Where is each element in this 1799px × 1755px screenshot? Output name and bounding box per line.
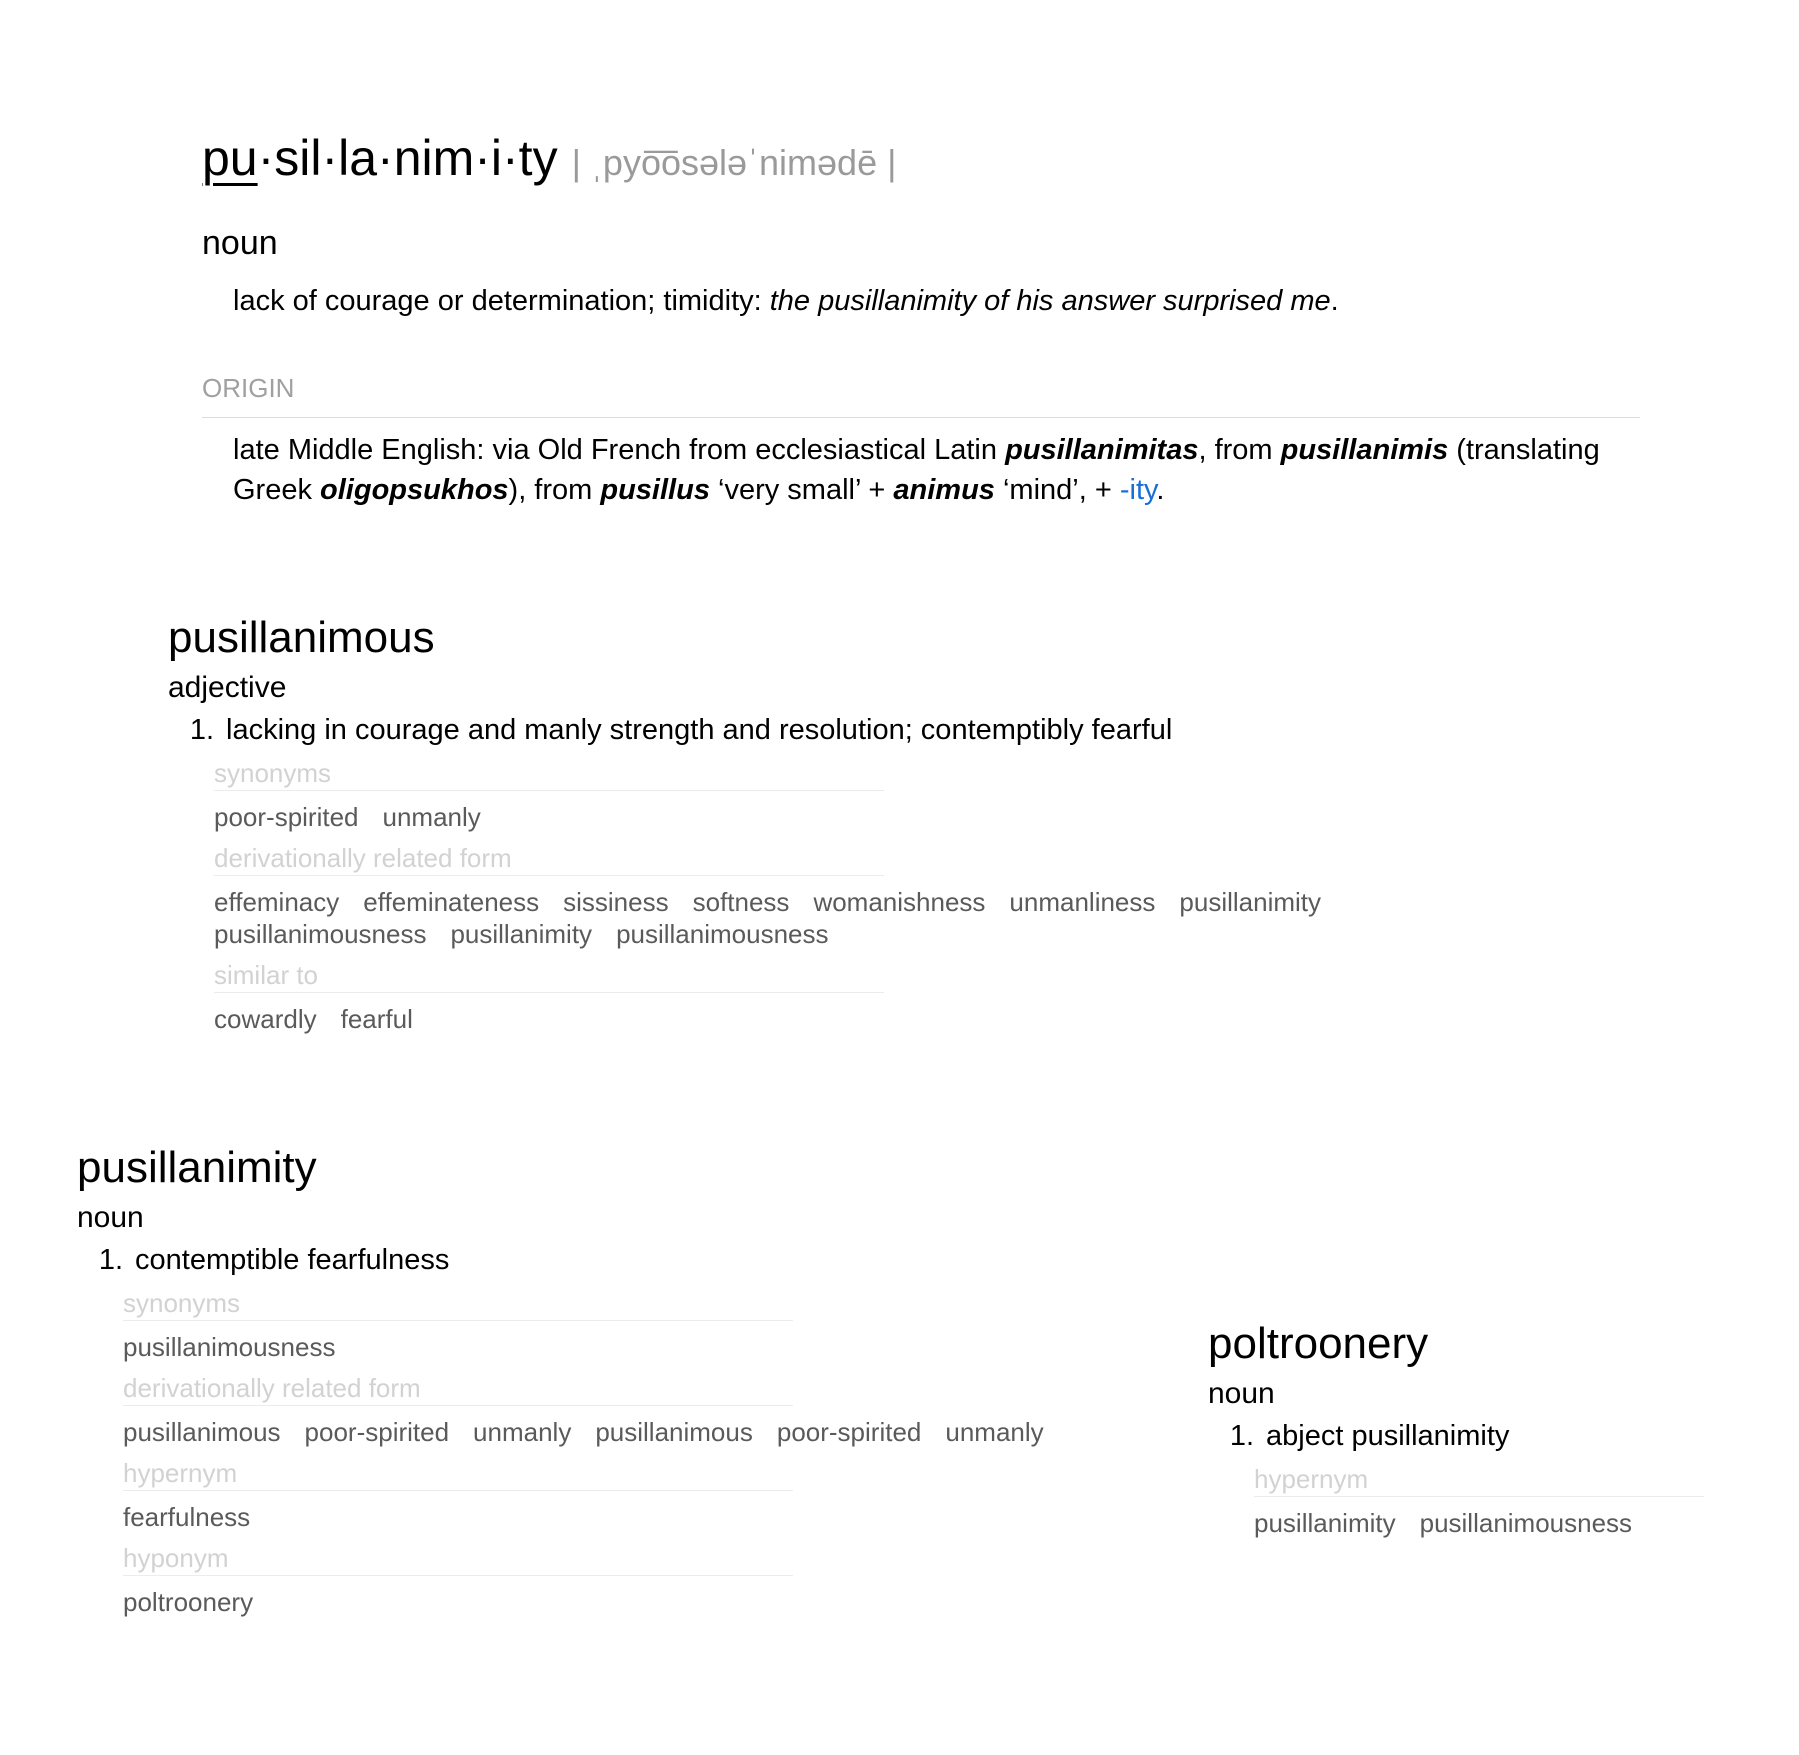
related-word-link[interactable]: womanishness — [813, 887, 986, 917]
related-word-link[interactable]: poltroonery — [123, 1587, 254, 1617]
origin-segment: . — [1156, 474, 1165, 506]
related-word-link[interactable]: effeminacy — [214, 887, 340, 917]
wordnet-part-of-speech: noun — [1208, 1377, 1275, 1410]
related-word-link[interactable]: poor-spirited — [304, 1417, 450, 1447]
pronunciation: | ˌpyo͞osələˈnimədē | — [571, 142, 897, 183]
sense-number: 1. — [189, 714, 214, 746]
relation-words — [214, 886, 1588, 950]
related-word-link[interactable]: pusillanimity — [450, 919, 593, 949]
sense-number: 1. — [98, 1244, 123, 1276]
headword — [202, 130, 558, 186]
definition — [233, 281, 1642, 321]
related-word-link[interactable]: poor-spirited — [776, 1417, 922, 1447]
related-word-link[interactable]: pusillanimous — [123, 1417, 281, 1447]
origin-label: ORIGIN — [202, 371, 1640, 418]
related-word-link[interactable]: pusillanimousness — [214, 919, 427, 949]
origin-segment: ‘very small’ + — [709, 474, 894, 506]
related-word-link[interactable]: pusillanimity — [1254, 1508, 1396, 1538]
related-word-link[interactable]: pusillanimous — [595, 1417, 753, 1447]
relation-label: hyponym — [123, 1543, 793, 1576]
relation-list — [214, 758, 1588, 1035]
relation-label: hypernym — [123, 1458, 793, 1491]
relation-label: derivationally related form — [214, 843, 884, 876]
origin-greek-term: oligopsukhos — [320, 474, 509, 506]
origin-latin-term: pusillus — [600, 474, 710, 506]
origin-latin-term: pusillanimis — [1280, 434, 1449, 466]
origin-segment: late Middle English: via Old French from ecclesiastical Latin — [233, 434, 1006, 466]
relation-label: synonyms — [123, 1288, 793, 1321]
origin-text — [233, 430, 1633, 510]
relation-words — [123, 1416, 1177, 1448]
part-of-speech: noun — [202, 224, 278, 262]
related-word-link[interactable]: poor-spirited — [214, 802, 359, 832]
relation-words — [1254, 1507, 1768, 1539]
related-word-link[interactable]: sissiness — [563, 887, 669, 917]
wordnet-part-of-speech: noun — [77, 1201, 144, 1234]
headword-line — [202, 128, 1642, 201]
wordnet-part-of-speech: adjective — [168, 671, 287, 704]
oxford-entry — [202, 128, 1642, 510]
relation-list — [1254, 1464, 1768, 1539]
related-word-link[interactable]: pusillanimousness — [616, 919, 829, 949]
wordnet-entry-pusillanimity — [77, 1142, 1177, 1628]
example-sentence: the pusillanimity of his answer surprised me — [769, 285, 1331, 317]
relation-label: similar to — [214, 960, 884, 993]
related-word-link[interactable]: unmanly — [473, 1417, 572, 1447]
related-word-link[interactable]: pusillanimousness — [123, 1332, 336, 1362]
relation-label: hypernym — [1254, 1464, 1704, 1497]
origin-segment: (translating Greek — [233, 434, 1600, 506]
headword-syllables: ·sil·la·nim·i·ty — [257, 130, 558, 186]
relation-label: derivationally related form — [123, 1373, 793, 1406]
relation-label: synonyms — [214, 758, 884, 791]
sense-number: 1. — [1229, 1420, 1254, 1452]
related-word-link[interactable]: pusillanimity — [1179, 887, 1322, 917]
example-end: . — [1330, 285, 1339, 317]
relation-words — [214, 1003, 1588, 1035]
definition-text: lack of courage or determination; timidity: — [233, 285, 762, 317]
wordnet-sense — [168, 712, 1588, 748]
related-word-link[interactable]: fearful — [340, 1004, 413, 1034]
relation-words — [123, 1331, 1177, 1363]
origin-cross-reference-link[interactable]: -ity — [1119, 474, 1157, 506]
wordnet-sense — [77, 1242, 1177, 1278]
wordnet-headword: pusillanimity — [77, 1143, 317, 1192]
relation-words — [214, 801, 1588, 833]
wordnet-entry-poltroonery — [1208, 1318, 1768, 1549]
relation-list — [123, 1288, 1177, 1618]
origin-latin-term: pusillanimitas — [1005, 434, 1199, 466]
wordnet-headword: poltroonery — [1208, 1319, 1429, 1368]
origin-latin-term: animus — [893, 474, 995, 506]
related-word-link[interactable]: fearfulness — [123, 1502, 251, 1532]
sense-text: contemptible fearfulness — [135, 1244, 450, 1276]
sense-text: abject pusillanimity — [1266, 1420, 1510, 1452]
origin-segment: ‘mind’, + — [994, 474, 1120, 506]
origin-segment: ), from — [508, 474, 601, 506]
relation-words — [123, 1586, 1177, 1618]
wordnet-sense — [1208, 1418, 1768, 1454]
relation-words — [123, 1501, 1177, 1533]
related-word-link[interactable]: unmanliness — [1009, 887, 1156, 917]
wordnet-entry-pusillanimous — [168, 612, 1588, 1045]
wordnet-headword: pusillanimous — [168, 613, 435, 662]
origin-segment: , from — [1198, 434, 1281, 466]
related-word-link[interactable]: unmanly — [382, 802, 481, 832]
headword-stressed-syllable: pu — [202, 130, 258, 186]
related-word-link[interactable]: softness — [692, 887, 790, 917]
related-word-link[interactable]: effeminateness — [363, 887, 540, 917]
related-word-link[interactable]: cowardly — [214, 1004, 317, 1034]
related-word-link[interactable]: pusillanimousness — [1419, 1508, 1633, 1538]
sense-text: lacking in courage and manly strength and resolution; contemptibly fearful — [226, 714, 1173, 746]
related-word-link[interactable]: unmanly — [945, 1417, 1044, 1447]
